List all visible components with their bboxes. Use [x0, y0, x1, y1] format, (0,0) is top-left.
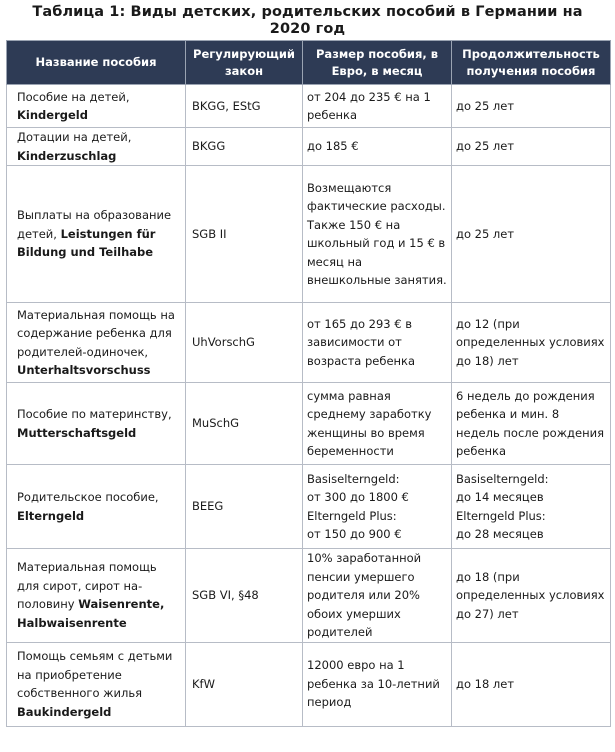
benefits-table	[6, 40, 611, 727]
benefit-german-name: Waisenrente, Halbwaisenrente	[17, 597, 165, 630]
table-row	[7, 549, 611, 643]
cell-law: UhVorschG	[186, 303, 303, 383]
duration-line: Basiselterngeld:	[456, 471, 549, 486]
cell-size: от 165 до 293 € в зависимости от возраста ребенка	[303, 303, 452, 383]
cell-law: MuSchG	[186, 383, 303, 465]
size-line: от 150 до 900 €	[307, 527, 402, 541]
benefit-description: Материальная помощь для сирот, сирот на-половину	[17, 560, 157, 612]
cell-name	[7, 642, 186, 726]
benefit-german-name: Kindergeld	[17, 108, 88, 122]
table-row	[7, 85, 611, 128]
benefit-german-name: Kinderzuschlag	[17, 148, 117, 163]
duration-line: до 14 месяцев	[456, 490, 544, 504]
benefit-description: Выплаты на образование детей,	[17, 208, 172, 241]
table-row	[7, 128, 611, 166]
cell-duration: до 25 лет	[452, 166, 611, 303]
duration-line: до 28 месяцев	[456, 527, 544, 541]
cell-size: от 204 до 235 € на 1 ребенка	[303, 85, 452, 128]
duration-line: Elterngeld Plus:	[456, 508, 546, 523]
benefit-description: Пособие на детей,	[17, 89, 130, 104]
cell-size: до 185 €	[303, 128, 452, 166]
benefit-german-name: Baukindergeld	[17, 704, 112, 719]
cell-law: SGB VI, §48	[186, 549, 303, 643]
cell-law: SGB II	[186, 166, 303, 303]
size-line: Elterngeld Plus:	[307, 508, 397, 523]
benefit-description: Помощь семьям с детьми на приобретение собственного жилья	[17, 649, 173, 700]
cell-name	[7, 128, 186, 166]
cell-name	[7, 549, 186, 643]
benefit-german-name: Unterhaltsvorschuss	[17, 363, 151, 377]
cell-name	[7, 303, 186, 383]
table-row	[7, 642, 611, 726]
cell-size	[303, 465, 452, 549]
cell-duration: до 12 (при определенных условиях до 18) лет	[452, 303, 611, 383]
header-row	[7, 41, 611, 85]
cell-size: сумма равная среднему заработку женщины во время беременности	[303, 383, 452, 465]
cell-name	[7, 85, 186, 128]
benefit-description: Дотации на детей,	[17, 130, 132, 144]
table-row	[7, 465, 611, 549]
cell-duration: до 18 лет	[452, 642, 611, 726]
benefit-german-name: Elterngeld	[17, 508, 85, 523]
cell-law: BKGG, EStG	[186, 85, 303, 128]
size-line: от 300 до 1800 €	[307, 490, 409, 504]
benefit-german-name: Leistungen für Bildung und Teilhabe	[17, 226, 156, 260]
cell-name	[7, 383, 186, 465]
benefit-german-name: Mutterschaftsgeld	[17, 425, 137, 440]
benefit-description: Родительское пособие,	[17, 490, 159, 504]
cell-duration: до 18 (при определенных условиях до 27) лет	[452, 549, 611, 643]
cell-law: KfW	[186, 642, 303, 726]
table-title: Таблица 1: Виды детских, родительских пособий в Германии на 2020 год	[32, 4, 583, 37]
benefit-description: Пособие по материнству,	[17, 407, 172, 421]
table-row	[7, 166, 611, 303]
cell-law: BEEG	[186, 465, 303, 549]
cell-size: 12000 евро на 1 ребенка за 10-летний период	[303, 642, 452, 726]
cell-duration: до 25 лет	[452, 85, 611, 128]
header-duration: Продолжительность получения пособия	[452, 41, 611, 85]
cell-duration: 6 недель до рождения ребенка и мин. 8 недель после рождения ребенка	[452, 383, 611, 465]
size-line: Basiselterngeld:	[307, 471, 400, 486]
table-row	[7, 383, 611, 465]
header-size: Размер пособия, в Евро, в месяц	[303, 41, 452, 85]
cell-name	[7, 166, 186, 303]
cell-size: 10% заработанной пенсии умершего родителя или 20% обоих умерших родителей	[303, 549, 452, 643]
benefit-description: Материальная помощь на содержание ребенка для родителей-одиночек,	[17, 307, 175, 359]
cell-size: Возмещаются фактические расходы. Также 150 € на школьный год и 15 € в месяц на внешкольные занятия.	[303, 166, 452, 303]
cell-duration: до 25 лет	[452, 128, 611, 166]
cell-name	[7, 465, 186, 549]
header-law: Регулирующий закон	[186, 41, 303, 85]
table-row	[7, 303, 611, 383]
cell-law: BKGG	[186, 128, 303, 166]
cell-duration	[452, 465, 611, 549]
header-name: Название пособия	[7, 41, 186, 85]
